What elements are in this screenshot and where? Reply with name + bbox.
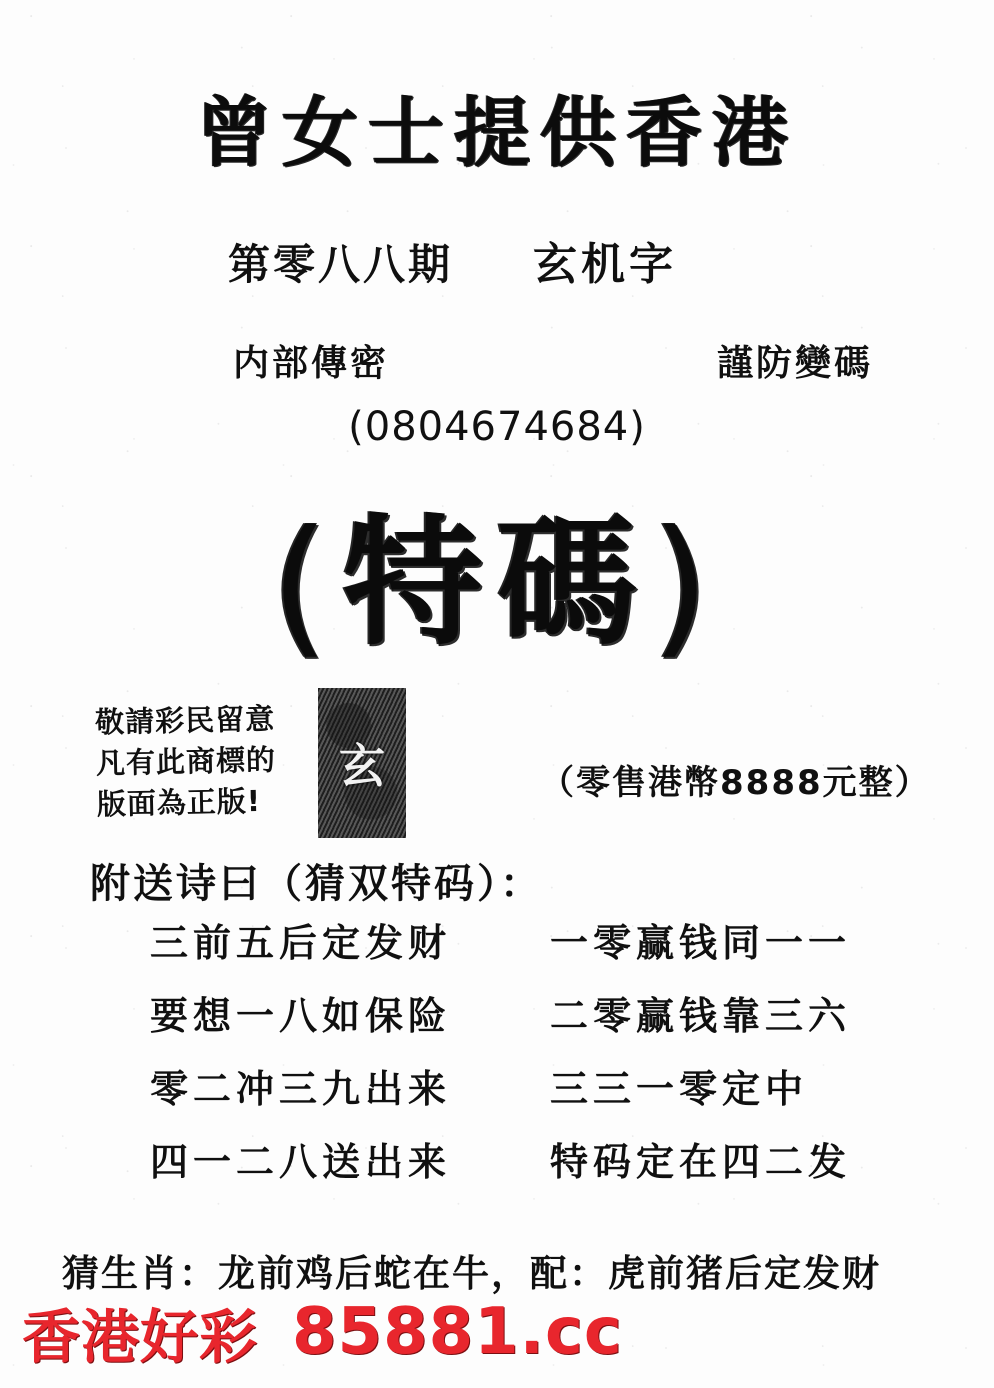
poem-line-left: 三前五后定发财: [150, 921, 452, 965]
secrecy-right-text: 謹防變碼: [716, 343, 873, 384]
special-code-paren-right: ): [651, 499, 724, 673]
poem-row: [150, 1058, 950, 1113]
footer-watermark: [0, 1290, 994, 1374]
notice-line-2: 凡有此商標的: [95, 742, 277, 781]
special-code-paren-left: (: [270, 499, 343, 673]
footer-brand: 香港好彩: [22, 1303, 259, 1371]
notice-line-3: 版面為正版!: [96, 784, 262, 822]
secrecy-row: [233, 335, 873, 386]
poem-block: [150, 912, 950, 1204]
issue-row: [228, 228, 848, 292]
secrecy-left-text: 内部傳密: [233, 343, 390, 384]
serial-number: (0804674684): [348, 404, 646, 450]
page-title: 曾女士提供香港: [196, 88, 798, 177]
poem-line-right: 一零赢钱同一一: [550, 921, 852, 965]
retail-price: （零售港幣8888元整）: [540, 763, 931, 803]
zodiac-pair-value: 虎前猪后定发财: [608, 1252, 881, 1295]
poem-heading: 附送诗曰（猜双特码）：: [90, 861, 543, 907]
poem-line-right: 二零赢钱靠三六: [550, 994, 852, 1038]
trademark-stamp-icon: 玄: [318, 688, 406, 838]
footer-url[interactable]: 85881.cc: [292, 1295, 623, 1369]
authenticity-notice: [95, 698, 328, 826]
poem-line-left: 四一二八送出来: [150, 1140, 452, 1184]
poem-line-right: 特码定在四二发: [550, 1140, 852, 1184]
special-code-text: 特碼: [342, 502, 651, 665]
issue-kind: 玄机字: [533, 239, 678, 290]
special-code-banner: [0, 500, 994, 673]
poem-row: [150, 1131, 950, 1186]
zodiac-value: 龙前鸡后蛇在牛，: [218, 1252, 530, 1295]
poem-row: [150, 985, 950, 1040]
poem-line-right: 三三一零定中: [550, 1067, 809, 1111]
zodiac-label: 猜生肖：: [62, 1252, 218, 1295]
poem-line-left: 零二冲三九出来: [150, 1067, 452, 1111]
poem-row: [150, 912, 950, 967]
issue-number: 第零八八期: [228, 240, 454, 289]
notice-line-1: 敬請彩民留意: [94, 701, 276, 740]
zodiac-pair-label: 配：: [530, 1252, 608, 1295]
zodiac-hint-line: [62, 1243, 962, 1297]
poem-line-left: 要想一八如保险: [150, 994, 452, 1038]
